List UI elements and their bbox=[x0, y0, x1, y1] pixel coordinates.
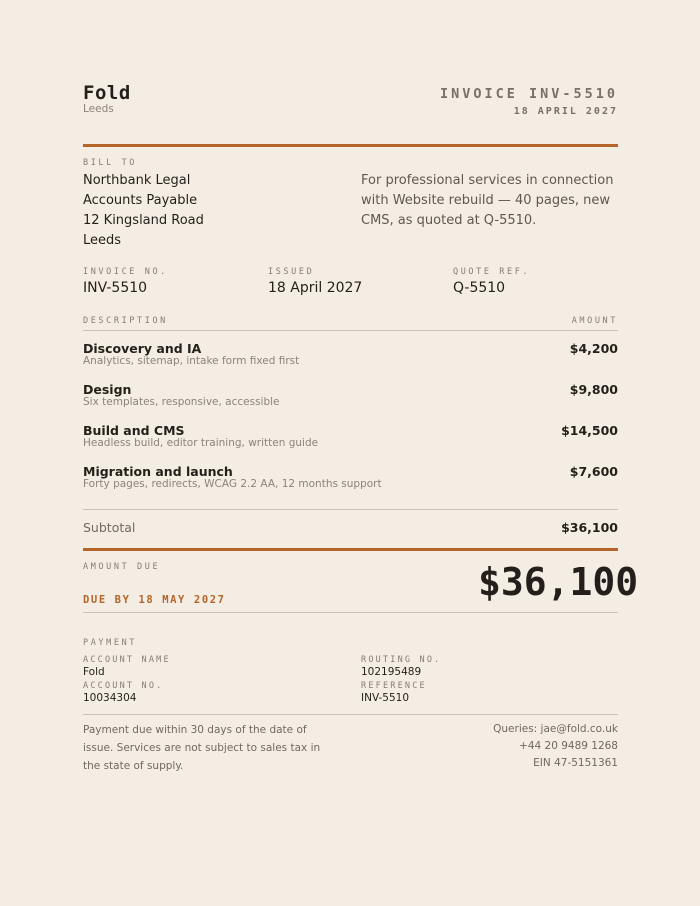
issued-label: ISSUED bbox=[268, 267, 315, 277]
bill-to-line: Leeds bbox=[83, 233, 122, 248]
line-item-desc: Forty pages, redirects, WCAG 2.2 AA, 12 months support bbox=[83, 478, 382, 490]
reference-label: REFERENCE bbox=[361, 681, 427, 691]
subtotal-value: $36,100 bbox=[561, 520, 618, 535]
amount-due-divider bbox=[83, 548, 618, 551]
amount-due-label: AMOUNT DUE bbox=[83, 562, 161, 572]
description-column-header: DESCRIPTION bbox=[83, 316, 168, 326]
payment-terms-note: Payment due within 30 days of the date of issue. Services are not subject to sales tax in the state of supply. bbox=[83, 724, 321, 772]
ein-number: EIN 47-5151361 bbox=[533, 757, 618, 769]
account-no-value: 10034304 bbox=[83, 692, 137, 704]
queries-email: Queries: jae@fold.co.uk bbox=[493, 723, 618, 735]
invoice-no-value: INV-5510 bbox=[83, 280, 148, 296]
contact-block bbox=[493, 721, 618, 772]
quote-ref-label: QUOTE REF. bbox=[453, 267, 531, 277]
company-city: Leeds bbox=[83, 103, 114, 115]
invoice-no-label: INVOICE NO. bbox=[83, 267, 168, 277]
bill-to-line: Accounts Payable bbox=[83, 193, 198, 208]
reference-value: INV-5510 bbox=[361, 692, 410, 704]
service-description: For professional services in connection with Website rebuild — 40 pages, new CMS, as quoted at Q-5510. bbox=[361, 173, 614, 228]
bill-to-label: BILL TO bbox=[83, 158, 138, 168]
company-name: Fold bbox=[83, 82, 131, 104]
amount-column-header: AMOUNT bbox=[571, 316, 618, 326]
account-no-label: ACCOUNT NO. bbox=[83, 681, 164, 691]
amount-due-value: $36,100 bbox=[478, 560, 639, 604]
line-item-title: Migration and launch bbox=[83, 464, 233, 479]
subtotal-label: Subtotal bbox=[83, 520, 136, 535]
table-header-divider bbox=[83, 330, 618, 331]
line-item-desc: Analytics, sitemap, intake form fixed first bbox=[83, 355, 300, 367]
line-item-amount: $4,200 bbox=[569, 341, 618, 356]
payment-label: PAYMENT bbox=[83, 638, 138, 648]
line-item-amount: $9,800 bbox=[569, 382, 618, 397]
line-item-title: Design bbox=[83, 382, 132, 397]
quote-ref-value: Q-5510 bbox=[453, 280, 506, 296]
issued-value: 18 April 2027 bbox=[268, 280, 363, 296]
invoice-title: INVOICE INV-5510 bbox=[439, 86, 618, 102]
invoice-date: 18 APRIL 2027 bbox=[513, 106, 618, 117]
line-item-title: Discovery and IA bbox=[83, 341, 202, 356]
subtotal-divider bbox=[83, 509, 618, 510]
bill-to-address bbox=[83, 171, 204, 251]
footer-divider bbox=[83, 714, 618, 715]
line-item-desc: Six templates, responsive, accessible bbox=[83, 396, 280, 408]
line-item-amount: $7,600 bbox=[569, 464, 618, 479]
payment-divider bbox=[83, 612, 618, 613]
line-item-title: Build and CMS bbox=[83, 423, 185, 438]
account-name-label: ACCOUNT NAME bbox=[83, 655, 171, 665]
line-item-amount: $14,500 bbox=[561, 423, 618, 438]
routing-no-label: ROUTING NO. bbox=[361, 655, 442, 665]
account-name-value: Fold bbox=[83, 666, 105, 678]
routing-no-value: 102195489 bbox=[361, 666, 422, 678]
contact-phone: +44 20 9489 1268 bbox=[519, 740, 618, 752]
due-by-date: DUE BY 18 MAY 2027 bbox=[83, 594, 226, 606]
bill-to-line: 12 Kingsland Road bbox=[83, 213, 204, 228]
header-divider bbox=[83, 144, 618, 147]
line-item-desc: Headless build, editor training, written guide bbox=[83, 437, 319, 449]
bill-to-line: Northbank Legal bbox=[83, 173, 191, 188]
